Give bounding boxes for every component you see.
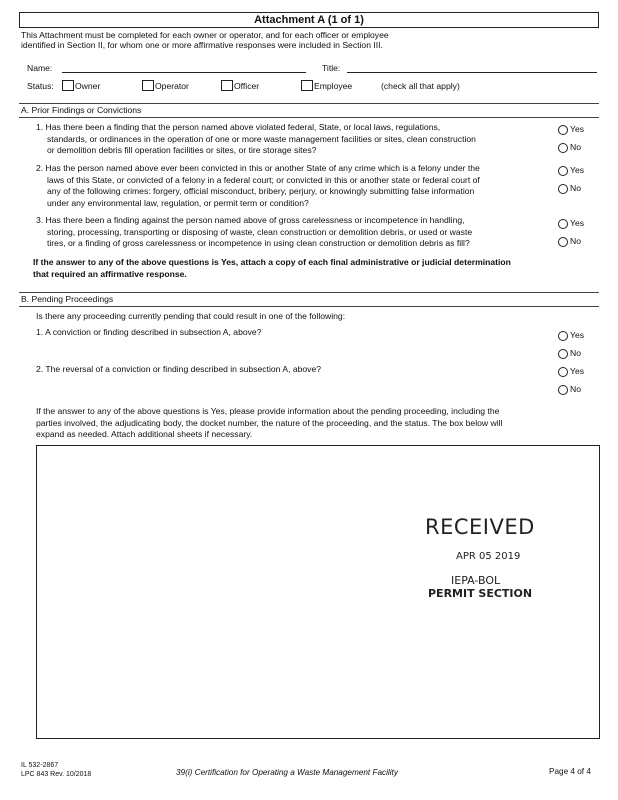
- a1-no-radio[interactable]: [558, 143, 568, 153]
- a2-yes-label: Yes: [570, 165, 585, 175]
- question-line: storing, processing, transporting or disposing of waste, clean construction or demolition debris, or used or waste: [47, 226, 473, 237]
- section-b-header: [19, 292, 599, 307]
- b2-yes-label: Yes: [570, 366, 585, 376]
- operator-label: Operator: [155, 81, 189, 91]
- intro-line: This Attachment must be completed for each owner or operator, and for each officer or employee: [21, 30, 389, 40]
- footer-title: 39(i) Certification for Operating a Waste Management Facility: [176, 768, 398, 777]
- instruction-line: If the answer to any of the above questions is Yes, attach a copy of each final administrative or judicial determination: [33, 257, 511, 267]
- instruction-line: parties involved, the adjudicating body, the docket number, the nature of the proceeding, and the status. The box below will: [36, 417, 503, 428]
- a2-no-label: No: [570, 183, 581, 193]
- name-label: Name:: [27, 63, 53, 73]
- question-line: 1. Has there been a finding that the person named above violated federal, State, or local laws, regulations,: [36, 122, 441, 132]
- a3-yes-radio[interactable]: [558, 219, 568, 229]
- title-label: Title:: [322, 63, 341, 73]
- a1-yes-radio[interactable]: [558, 125, 568, 135]
- a1-yes-label: Yes: [570, 124, 585, 134]
- received-stamp: RECEIVED: [425, 515, 535, 539]
- question-a3: [36, 215, 472, 250]
- b1-no-label: No: [570, 348, 581, 358]
- owner-label: Owner: [75, 81, 101, 91]
- question-b1: 1. A conviction or finding described in subsection A, above?: [36, 327, 262, 337]
- officer-label: Officer: [234, 81, 260, 91]
- b2-no-radio[interactable]: [558, 385, 568, 395]
- instruction-line: expand as needed. Attach additional sheets if necessary.: [36, 429, 253, 439]
- section-a-heading: A. Prior Findings or Convictions: [21, 105, 142, 115]
- owner-checkbox[interactable]: [62, 80, 74, 91]
- a3-yes-label: Yes: [570, 218, 585, 228]
- a3-no-radio[interactable]: [558, 237, 568, 247]
- stamp-office: IEPA-BOL: [451, 574, 501, 587]
- question-b2: 2. The reversal of a conviction or finding described in subsection A, above?: [36, 364, 322, 374]
- status-note: (check all that apply): [381, 81, 460, 91]
- question-a2: [36, 163, 480, 209]
- question-line: standards, or ordinances in the operation of one or more waste management facilities or sites, clean construction: [47, 133, 476, 144]
- form-number: IL 532-2867: [21, 762, 59, 769]
- question-line: any of the following crimes: forgery, official misconduct, bribery, perjury, or knowingly submitting false information: [47, 186, 475, 196]
- status-label: Status:: [27, 81, 54, 91]
- section-b-intro: Is there any proceeding currently pending that could result in one of the following:: [36, 311, 346, 321]
- form-revision: LPC 843 Rev. 10/2018: [21, 771, 92, 778]
- question-line: tires, or a finding of gross carelessness or incompetence in using clean construction or demolition debris as fill?: [47, 238, 470, 248]
- instruction-line: If the answer to any of the above questions is Yes, please provide information about the pending proceeding, including the: [36, 406, 500, 416]
- stamp-section: PERMIT SECTION: [428, 587, 533, 600]
- question-a1: [36, 122, 476, 157]
- intro-text: [21, 30, 389, 50]
- question-line: 2. Has the person named above ever been convicted in this or another State of any crime which is a felony under the: [36, 163, 480, 173]
- title-field[interactable]: [347, 72, 597, 73]
- name-field[interactable]: [62, 72, 306, 73]
- section-a-header: [19, 103, 599, 118]
- section-b-heading: B. Pending Proceedings: [21, 294, 114, 304]
- attachment-title: Attachment A (1 of 1): [254, 14, 364, 26]
- attachment-title-box: [19, 12, 599, 28]
- question-line: under any environmental law, regulation, or permit term or condition?: [47, 197, 309, 208]
- question-line: 3. Has there been a finding against the person named above of gross carelessness or incompetence in handling,: [36, 215, 465, 225]
- stamp-date: APR 05 2019: [456, 551, 521, 562]
- section-a-instruction: [33, 256, 511, 280]
- officer-checkbox[interactable]: [221, 80, 233, 91]
- employee-label: Employee: [314, 81, 353, 91]
- a2-no-radio[interactable]: [558, 184, 568, 194]
- section-b-instruction: [36, 406, 502, 441]
- employee-checkbox[interactable]: [301, 80, 313, 91]
- a2-yes-radio[interactable]: [558, 166, 568, 176]
- intro-line: identified in Section II, for whom one or more affirmative responses were included in Section III.: [21, 40, 383, 50]
- b1-yes-radio[interactable]: [558, 331, 568, 341]
- b2-no-label: No: [570, 384, 581, 394]
- b2-yes-radio[interactable]: [558, 367, 568, 377]
- b1-yes-label: Yes: [570, 330, 585, 340]
- question-line: laws of this State, or convicted of a felony in a federal court; or convicted in this or another state or federal court of: [47, 174, 480, 185]
- footer-form-info: [21, 761, 91, 779]
- b1-no-radio[interactable]: [558, 349, 568, 359]
- page-number: Page 4 of 4: [549, 767, 591, 776]
- a3-no-label: No: [570, 236, 581, 246]
- operator-checkbox[interactable]: [142, 80, 154, 91]
- instruction-line: that required an affirmative response.: [33, 269, 187, 279]
- question-line: or demolition debris fill operation facilities or sites, or tire storage sites?: [47, 145, 317, 155]
- a1-no-label: No: [570, 142, 581, 152]
